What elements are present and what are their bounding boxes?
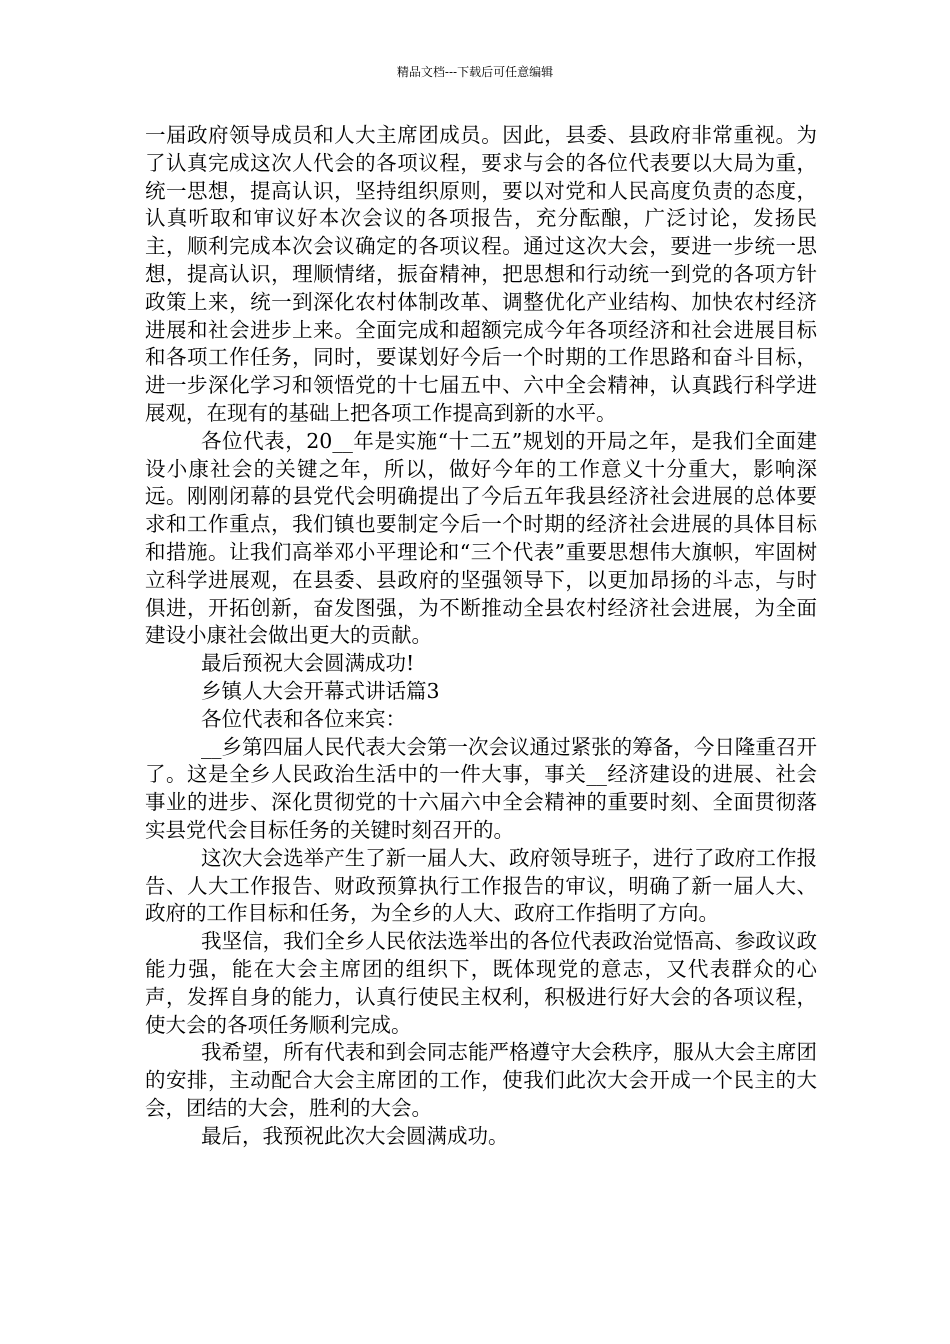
paragraph-1: 一届政府领导成员和人大主席团成员。因此，县委、县政府非常重视。为了认真完成这次人代会的各项议程，要求与会的各位代表要以大局为重，统一思想，提高认识，坚持组织原则，要以对党和人民高度负责的态度，认真听取和审议好本次会议的各项报告，充分酝酿，广泛讨论，发扬民主，顺利完成本次会议确定的各项议程。通过这次大会，要进一步统一思想，提高认识，理顺情绪，振奋精神，把思想和行动统一到党的各项方针政策上来，统一到深化农村体制改革、调整优化产业结构、加快农村经济进展和社会进步上来。全面完成和超额完成今年各项经济和社会进展目标和各项工作任务，同时，要谋划好今后一个时期的工作思路和奋斗目标，进一步深化学习和领悟党的十七届五中、六中全会精神，认真践行科学进展观，在现有的基础上把各项工作提高到新的水平。 <box>145 123 817 425</box>
page-header: 精品文档---下载后可任意编辑 <box>396 65 554 79</box>
paragraph-8: 我坚信，我们全乡人民依法选举出的各位代表政治觉悟高、参政议政能力强，能在大会主席团的组织下，既体现党的意志，又代表群众的心声，发挥自身的能力，认真行使民主权利，积极进行好大会的各项议程，使大会的各项任务顺利完成。 <box>145 929 817 1037</box>
paragraph-7: 这次大会选举产生了新一届人大、政府领导班子，进行了政府工作报告、人大工作报告、财政预算执行工作报告的审议，明确了新一届人大、政府的工作目标和任务，为全乡的人大、政府工作指明了方向。 <box>145 845 817 926</box>
document-body <box>145 122 817 1150</box>
paragraph-9: 我希望，所有代表和到会同志能严格遵守大会秩序，服从大会主席团的安排，主动配合大会主席团的工作，使我们此次大会开成一个民主的大会，团结的大会，胜利的大会。 <box>145 1040 817 1120</box>
closing-line: 最后，我预祝此次大会圆满成功。 <box>201 1123 509 1148</box>
paragraph-3: 最后预祝大会圆满成功! <box>201 651 415 676</box>
salutation: 各位代表和各位来宾： <box>201 706 406 731</box>
paragraph-2: 各位代表，20__年是实施“十二五”规划的开局之年，是我们全面建设小康社会的关键之年，所以，做好今年的工作意义十分重大，影响深远。刚刚闭幕的县党代会明确提出了今后五年我县经济社会进展的总体要求和工作重点，我们镇也要制定今后一个时期的经济社会进展的具体目标和措施。让我们高举邓小平理论和“三个代表”重要思想伟大旗帜，牢固树立科学进展观，在县委、县政府的坚强领导下，以更加昂扬的斗志，与时俱进，开拓创新，奋发图强，为不断推动全县农村经济社会进展，为全面建设小康社会做出更大的贡献。 <box>145 428 817 648</box>
section-title: 乡镇人大会开幕式讲话篇3 <box>201 678 440 703</box>
paragraph-6: __乡第四届人民代表大会第一次会议通过紧张的筹备，今日隆重召开了。这是全乡人民政治生活中的一件大事，事关__经济建设的进展、社会事业的进步、深化贯彻党的十六届六中全会精神的重要时刻、全面贯彻落实县党代会目标任务的关键时刻召开的。 <box>145 734 817 842</box>
